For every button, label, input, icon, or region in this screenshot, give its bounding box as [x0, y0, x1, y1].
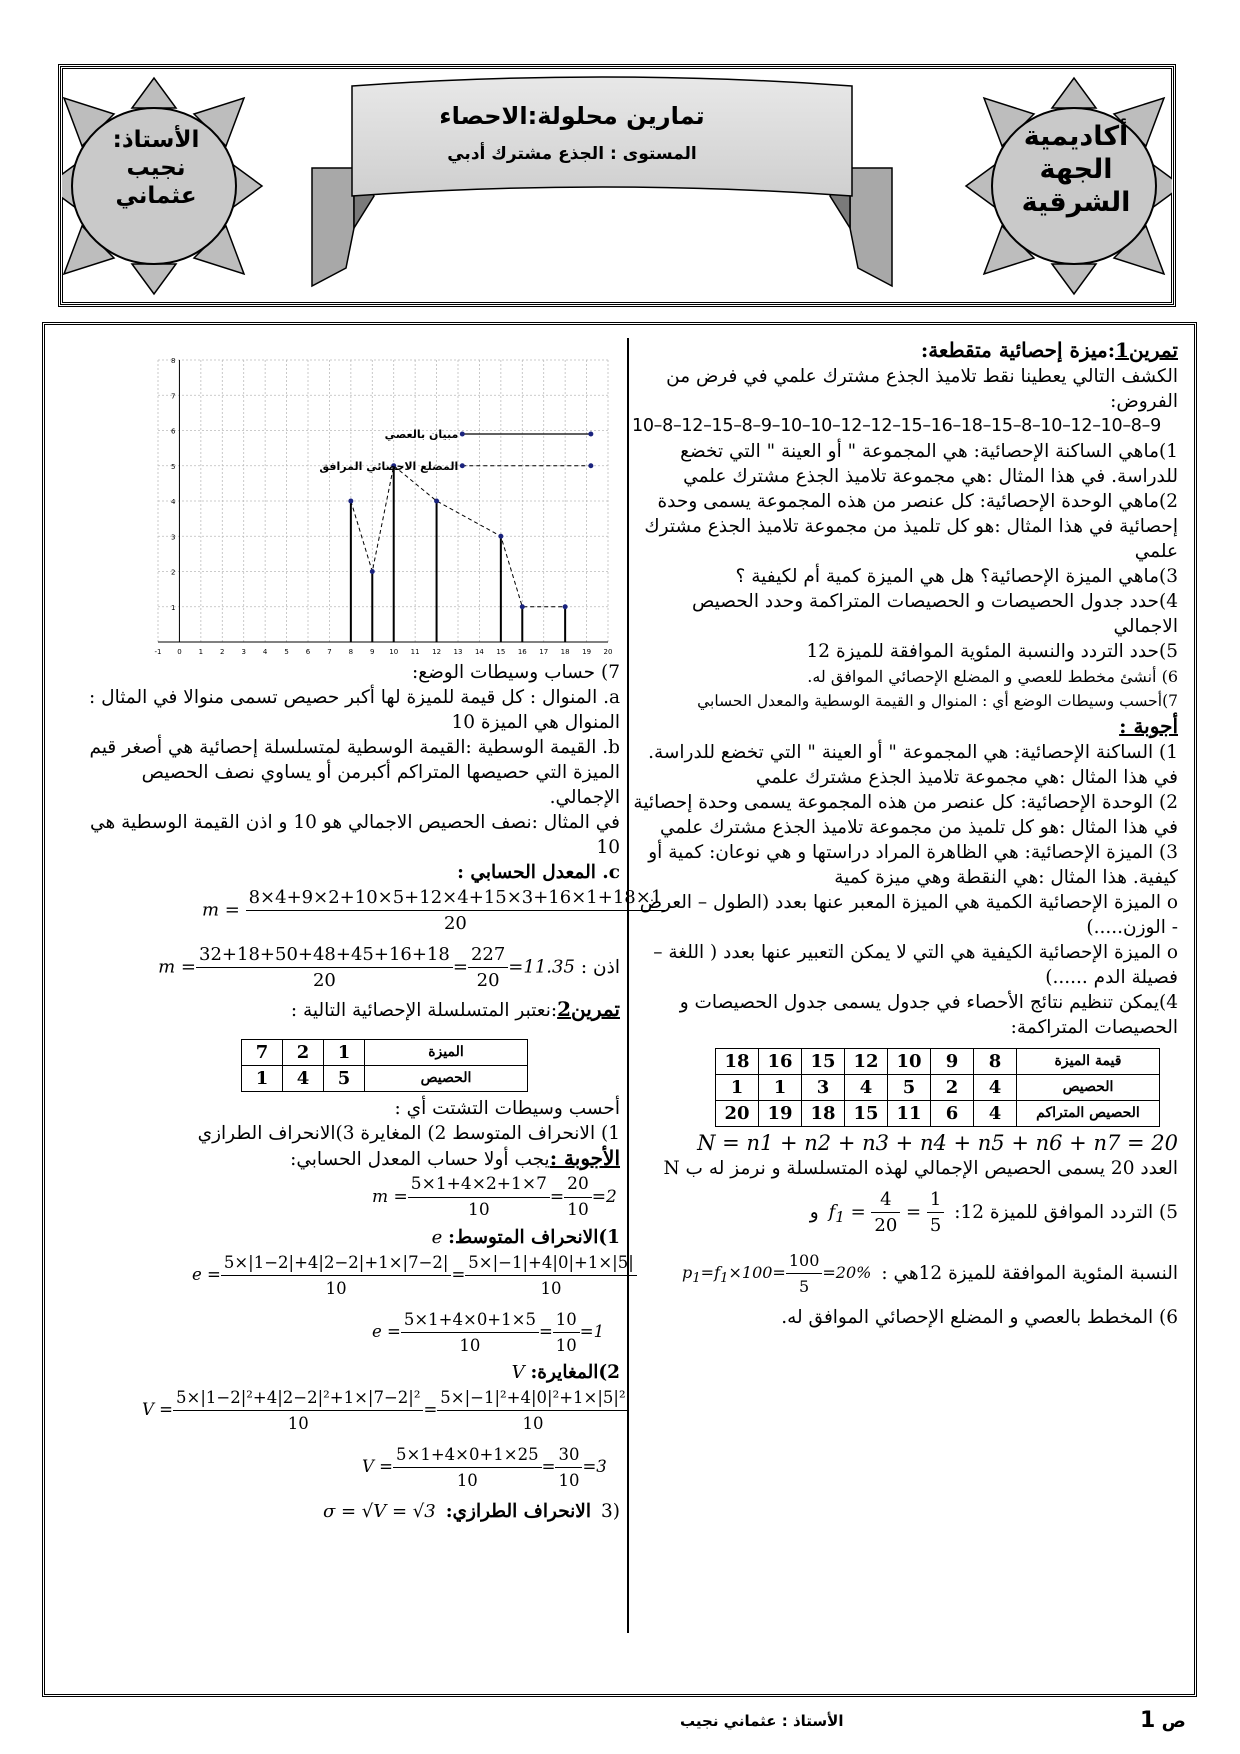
frequency-table: [715, 1048, 1160, 1127]
table-cell: 11: [888, 1101, 931, 1127]
x-tick-label: -1: [154, 648, 162, 656]
y-tick-label: 7: [170, 392, 176, 401]
mode-definition: a. المنوال : كل قيمة للميزة لها أكبر حصيص تسمى منوالا في المثال : المنوال هي الميزة 10: [89, 687, 620, 733]
table-cell: 4: [845, 1075, 888, 1101]
mean-denominator: 20: [443, 913, 467, 934]
percentage-label: النسبة المئوية الموافقة للميزة 12هي :: [881, 1263, 1178, 1284]
mad-numerator-2: 5×|−1|+4|0|+1×|5|: [465, 1250, 636, 1276]
mad-result: =1: [579, 1322, 605, 1341]
column-divider: [627, 338, 629, 1633]
teacher-name: [76, 126, 236, 210]
mean2-numerator: 32+18+50+48+45+16+18: [196, 942, 453, 968]
exercise-1-title: تمرين1: [1115, 338, 1178, 362]
frequency-label: 5) التردد الموافق للميزة 12:: [954, 1202, 1178, 1223]
x-tick-label: 10: [389, 648, 399, 656]
ex2-mean-denominator-2: 10: [567, 1200, 589, 1220]
table-cell: 18: [802, 1101, 845, 1127]
x-tick-label: 15: [496, 648, 506, 656]
x-tick-label: 16: [517, 648, 527, 656]
percentage-line: [632, 1248, 1178, 1299]
mad-formula-1: e = $\frac{5\times|1-2|+4|2-2|+1\times|7-2|}{10}$ = $\frac{5\times|-1|+4|0|+1\times|5|}{10}$: [72, 1250, 620, 1301]
table-cell: 19: [759, 1101, 802, 1127]
total-count-text: العدد 20 يسمى الحصيص الإجمالي لهذه المتسلسلة و نرمز له ب N: [663, 1158, 1178, 1179]
legend-label: المضلع الاحصائي المرافق: [319, 459, 459, 473]
frequency-line: [632, 1187, 1178, 1238]
mad-numerator-4: 10: [553, 1307, 580, 1333]
ex2-mean-numerator: 5×1+4×2+1×7: [408, 1172, 550, 1198]
academy-line: أكاديمية: [1023, 121, 1129, 152]
table-cell: 1: [324, 1040, 365, 1066]
answer-3: 3) الميزة الإحصائية: هي الظاهرة المراد دراستها و هي نوعان: كمية أو كيفية. هذا المثال :هي النقطة وهي ميزة كمية: [648, 842, 1178, 888]
table-row: [242, 1066, 528, 1092]
std-dev-number: (3: [601, 1501, 620, 1522]
exercise-2-intro: :نعتبر المتسلسلة الإحصائية التالية :: [290, 1000, 558, 1021]
answers-title: أجوبة :: [1119, 714, 1178, 738]
exercise-left-column: [72, 660, 663, 1524]
std-dev-line: [72, 1499, 620, 1524]
legend-marker: [588, 463, 593, 468]
mean-numerator: 8×4+9×2+10×5+12×4+15×3+16×1+18×1: [246, 885, 666, 911]
table-cell: 1: [759, 1075, 802, 1101]
question-3: 3)ماهي الميزة الإحصائية؟ هل هي الميزة كمية أم لكيفية ؟: [735, 566, 1178, 587]
table-row-label: الحصيص: [365, 1066, 528, 1092]
median-definition: b. القيمة الوسطية :القيمة الوسطية لمتسلسلة إحصائية هي أصغر قيم الميزة التي حصيصها المتراكم أكبرمن أو يساوي نصف الحصيص الإجمالي.: [89, 737, 620, 808]
variance-denominator: 10: [287, 1414, 309, 1433]
std-dev-formula: σ = √V = √3: [322, 1501, 436, 1522]
table-cell: 16: [759, 1049, 802, 1075]
variance-formula-1: V = $\frac{\text{5×|1−2|²+4|2−2|²+1×|7−2|²}}{10}$ = $\frac{\text{5×|−1|²+4|0|²+1×|5|²}}{10}$: [72, 1385, 620, 1436]
table-cell: 1: [716, 1075, 759, 1101]
x-tick-label: 8: [348, 648, 354, 656]
total-count-formula: N = n1 + n2 + n3 + n4 + n5 + n6 + n7 = 20: [697, 1131, 1178, 1155]
x-tick-label: 2: [220, 648, 225, 656]
table-cell: 10: [888, 1049, 931, 1075]
variance-title: 2)المغايرة:: [530, 1362, 620, 1383]
variance-denominator: 10: [522, 1414, 544, 1433]
answer-2: 2) الوحدة الإحصائية: كل عنصر من هذه المجموعة يسمى وحدة إحصائية في هذا المثال :هو كل تلميذ من مجموعة تلاميذ الجذع مشترك علمي: [633, 792, 1178, 838]
table-row: [242, 1040, 528, 1066]
data-point: [498, 534, 503, 539]
table-cell: 20: [716, 1101, 759, 1127]
x-tick-label: 4: [262, 648, 268, 656]
table-row-label: الحصيص المتراكم: [1017, 1101, 1160, 1127]
variance-numerator-1: 5×|1−2|²+4|2−2|²+1×|7−2|²: [173, 1385, 423, 1411]
x-tick-label: 9: [370, 648, 375, 656]
answer-3-qualitative: o الميزة الإحصائية الكيفية هي التي لا يمكن التعبير عنها بعدد ( اللغة – فصيلة الدم ......): [653, 942, 1178, 988]
exercise-1-column: [632, 338, 1178, 1330]
table-cell: 15: [845, 1101, 888, 1127]
page-number-value: 1: [1140, 1708, 1156, 1733]
frequency-formula: $f_1$ = $\frac{4}{20}$ = $\frac{1}{5}$: [829, 1187, 945, 1238]
exercise-1-subtitle: :ميزة إحصائية متقطعة:: [920, 338, 1116, 362]
x-tick-label: 19: [582, 648, 592, 656]
table-row-label: الميزة: [365, 1040, 528, 1066]
academy-line: الجهة: [1039, 154, 1113, 185]
x-tick-label: 14: [474, 648, 484, 656]
bar-and-polygon-chart: [148, 352, 618, 658]
answer-4: 4)يمكن تنظيم نتائج الأحصاء في جدول يسمى جدول الحصيصات و الحصيصات المتراكمة:: [679, 992, 1178, 1038]
mad-numerator-3: 5×1+4×0+1×5: [401, 1307, 539, 1333]
y-tick-label: 2: [170, 568, 176, 577]
table-cell: 7: [242, 1040, 283, 1066]
question-4: 4)حدد جدول الحصيصات و الحصيصات المتراكمة وحدد الحصيص الاجمالي: [691, 591, 1178, 637]
table-cell: 2: [931, 1075, 974, 1101]
mean2-denominator: 20: [312, 970, 336, 991]
mad-numerator-1: 5×|1−2|+4|2−2|+1×|7−2|: [221, 1250, 452, 1276]
exercise-2-answers-intro: يجب أولا حساب المعدل الحسابي:: [290, 1149, 550, 1170]
question-5: 5)حدد التردد والنسبة المئوية الموافقة للميزة 12: [806, 641, 1178, 662]
x-tick-label: 12: [432, 648, 442, 656]
legend-marker: [460, 432, 465, 437]
table-row: [716, 1049, 1160, 1075]
mean-formula-2: m = $\frac{32+18+50+48+45+16+18}{20}$ = $\frac{227}{20}$ =11.35: [158, 944, 575, 991]
exercise-2-items: 1) الانحراف المتوسط 2) المغايرة 3)الانحراف الطرازي: [197, 1123, 620, 1144]
table-cell: 2: [283, 1040, 324, 1066]
x-tick-label: 0: [177, 648, 182, 656]
x-tick-label: 17: [539, 648, 549, 656]
table-cell: 4: [974, 1075, 1017, 1101]
table-row-label: قيمة الميزة: [1017, 1049, 1160, 1075]
answer-6: 6) المخطط بالعصي و المضلع الإحصائي الموافق له.: [781, 1307, 1178, 1328]
variance-numerator-4: 30: [555, 1442, 582, 1468]
question-1: 1)ماهي الساكنة الإحصائية: هي المجموعة " أو العينة " التي تخضع للدراسة. في هذا المثال :هي مجموعة تلاميذ الجذع مشترك علمي: [680, 441, 1178, 487]
teacher-line: عثماني: [115, 183, 197, 209]
mean3-denominator: 20: [476, 970, 500, 991]
question-2: 2)ماهي الوحدة الإحصائية: كل عنصر من هذه المجموعة يسمى وحدة إحصائية في هذا المثال :هو كل تلميذ من مجموعة تلاميذ الجذع مشترك علمي: [644, 491, 1178, 562]
level-subtitle: المستوى : الجذع مشترك أدبي: [447, 144, 697, 164]
central-tendency-heading: 7) حساب وسيطات الوضع:: [411, 662, 620, 683]
percentage-formula: $p_1=f_1\times 100=$ $\frac{100}{5}$ =20%: [682, 1248, 871, 1299]
x-tick-label: 1: [198, 648, 204, 656]
y-tick-label: 6: [170, 427, 176, 436]
data-point: [348, 499, 353, 504]
x-tick-label: 3: [241, 648, 246, 656]
table-row-label: الحصيص: [1017, 1075, 1160, 1101]
x-tick-label: 7: [327, 648, 332, 656]
question-7: 7)أحسب وسيطات الوضع أي : المنوال و القيمة الوسطية والمعدل الحسابي: [697, 692, 1178, 710]
data-point: [370, 569, 375, 574]
legend-label: مبيان بالعصي: [384, 428, 459, 442]
table-cell: 12: [845, 1049, 888, 1075]
question-6: 6) أنشئ مخطط للعصي و المضلع الإحصائي الموافق له.: [807, 667, 1178, 686]
variance-result: =3: [582, 1457, 607, 1476]
exercise-2-answers-title: الأجوبة :: [549, 1146, 620, 1170]
mean3-numerator: 227: [468, 942, 508, 968]
mad-title: 1)الانحراف المتوسط:: [448, 1227, 620, 1248]
legend-marker: [588, 432, 593, 437]
x-tick-label: 13: [453, 648, 463, 656]
table-cell: 6: [931, 1101, 974, 1127]
answer-3-quantitative: o الميزة الإحصائية الكمية هي الميزة المعبر عنها بعدد (الطول – العرض - الوزن.....): [639, 892, 1178, 938]
page-number: [1140, 1708, 1186, 1733]
mad-denominator: 10: [325, 1279, 347, 1298]
y-tick-label: 1: [170, 603, 176, 612]
mad-symbol: e: [431, 1227, 443, 1248]
table-row: [716, 1075, 1160, 1101]
data-point: [520, 604, 525, 609]
mad-denominator: 10: [459, 1336, 481, 1355]
footer-teacher: الأستاذ : عثماني نجيب: [680, 1712, 844, 1730]
exercise-1-intro: الكشف التالي يعطينا نقط تلاميذ الجذع مشترك علمي في فرض من الفروض:: [666, 366, 1178, 412]
legend-marker: [460, 463, 465, 468]
variance-numerator-2: 5×|−1|²+4|0|²+1×|5|²: [437, 1385, 628, 1411]
table-cell: 1: [242, 1066, 283, 1092]
table-cell: 3: [802, 1075, 845, 1101]
mad-denominator: 10: [555, 1336, 577, 1355]
mean-heading: c. المعدل الحسابي :: [457, 862, 620, 883]
median-example: في المثال :نصف الحصيص الاجمالي هو 10 و اذن القيمة الوسطية هي 10: [90, 812, 620, 858]
variance-denominator: 10: [456, 1471, 478, 1490]
teacher-line: نجيب: [126, 155, 186, 181]
x-tick-label: 11: [410, 648, 420, 656]
y-tick-label: 3: [170, 533, 176, 542]
variance-denominator: 10: [558, 1471, 580, 1490]
x-tick-label: 20: [603, 648, 613, 656]
table-cell: 4: [974, 1101, 1017, 1127]
y-tick-label: 5: [170, 462, 176, 471]
exercise-2-title: تمرين2: [557, 997, 620, 1021]
page-title: تمارين محلولة:الاحصاء: [439, 102, 705, 130]
table-cell: 18: [716, 1049, 759, 1075]
academy-name: [996, 120, 1156, 219]
data-point: [563, 604, 568, 609]
mean-result: =11.35: [508, 956, 575, 978]
answer-1: 1) الساكنة الإحصائية: هي المجموعة " أو العينة " التي تخضع للدراسة. في هذا المثال :هي مجموعة تلاميذ الجذع مشترك علمي: [648, 742, 1178, 788]
exercise-2-ask: أحسب وسيطات التشتت أي :: [394, 1098, 620, 1119]
mean-formula-2-line: [72, 942, 620, 993]
table-cell: 5: [888, 1075, 931, 1101]
variance-numerator-3: 5×1+4×0+1×25: [393, 1442, 542, 1468]
data-point: [434, 499, 439, 504]
table-cell: 5: [324, 1066, 365, 1092]
table-cell: 8: [974, 1049, 1017, 1075]
table-row: [716, 1101, 1160, 1127]
x-tick-label: 6: [305, 648, 311, 656]
exercise-2-table: [241, 1039, 528, 1092]
page-prefix: ص: [1161, 1711, 1186, 1732]
y-tick-label: 4: [170, 498, 176, 506]
mean2-formula: m = $\frac{5\times 1+4\times 2+1\times 7}{10}$ = $\frac{20}{10}$ =2: [72, 1172, 620, 1223]
data-sequence: 10–8–12–15–8–9–10–10–12–12–15–16–18–15–8–10–12–10–8–9: [632, 416, 1161, 436]
ex2-mean-denominator: 10: [468, 1200, 490, 1220]
table-cell: 9: [931, 1049, 974, 1075]
mad-formula-2: e = $\frac{5\times 1+4\times 0+1\times 5}{10}$ = $\frac{10}{10}$ =1: [72, 1307, 620, 1358]
ex2-mean-result: =2: [591, 1187, 617, 1207]
then-word: اذن :: [580, 957, 620, 978]
mean-formula-1: [72, 885, 663, 936]
and-word: و: [809, 1202, 819, 1223]
table-cell: 4: [283, 1066, 324, 1092]
variance-symbol: V: [511, 1362, 525, 1383]
mean-symbol: m =: [202, 899, 240, 921]
table-cell: 15: [802, 1049, 845, 1075]
x-tick-label: 18: [560, 648, 570, 656]
ex2-mean-numerator-2: 20: [564, 1172, 592, 1198]
std-dev-title: الانحراف الطرازي:: [445, 1501, 591, 1522]
teacher-line: الأستاذ:: [112, 127, 200, 153]
academy-line: الشرقية: [1021, 187, 1131, 218]
x-tick-label: 5: [284, 648, 289, 656]
variance-formula-2: V = $\frac{5\times 1+4\times 0+1\times 25}{10}$ = $\frac{30}{10}$ =3: [72, 1442, 620, 1493]
mad-denominator: 10: [540, 1279, 562, 1298]
y-tick-label: 8: [170, 357, 176, 365]
